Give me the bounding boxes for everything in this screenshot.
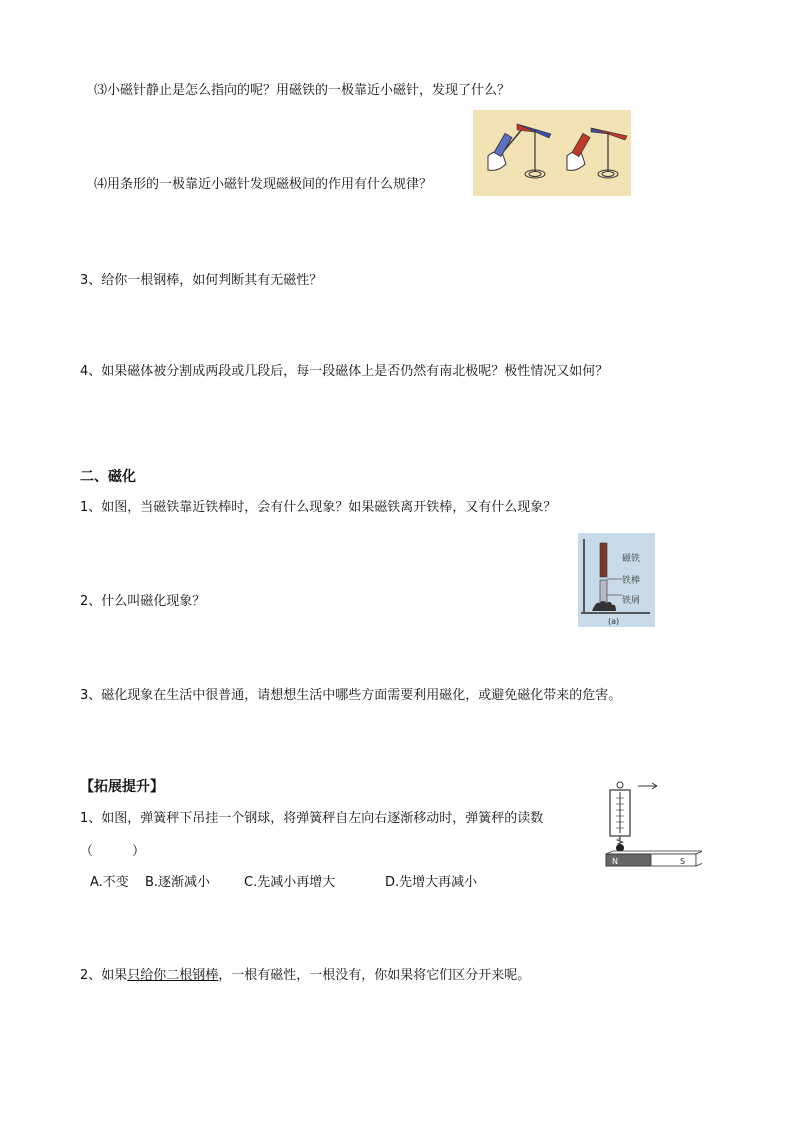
item-2-suffix: ，一根有磁性，一根没有，你如果将它们区分开来呢。 — [218, 968, 531, 983]
extension-item-1: 1、如图，弹簧秤下吊挂一个钢球，将弹簧秤自左向右逐渐移动时，弹簧秤的读数 — [80, 811, 544, 826]
label-magnet: 磁铁 — [622, 554, 641, 564]
pole-s-label: S — [680, 857, 686, 866]
section-magnetization-heading: 二、磁化 — [80, 469, 136, 485]
option-d: D.先增大再减小 — [385, 875, 478, 890]
item-3-steel-rod: 3、给你一根钢棒，如何判断其有无磁性？ — [80, 273, 323, 288]
magnetization-item-1: 1、如图，当磁铁靠近铁棒时，会有什么现象？如果磁铁离开铁棒，又有什么现象？ — [80, 500, 557, 515]
figure-caption: (a) — [608, 617, 620, 626]
extension-item-2 — [80, 967, 530, 985]
item-2-prefix: 2、如果 — [80, 968, 128, 983]
question-4-text: ⑷用条形的一极靠近小磁针发现磁极间的作用有什么规律？ — [94, 177, 433, 192]
spring-scale-figure — [602, 778, 702, 870]
option-c: C.先减小再增大 — [244, 875, 336, 890]
item-2-underlined: 只给你二根钢棒 — [127, 968, 219, 983]
magnetization-item-2: 2、什么叫磁化现象？ — [80, 594, 206, 609]
question-3-text: ⑶小磁针静止是怎么指向的呢？用磁铁的一极靠近小磁针，发现了什么？ — [94, 83, 511, 98]
magnetization-item-3: 3、磁化现象在生活中很普通，请想想生活中哪些方面需要利用磁化，或避免磁化带来的危害。 — [80, 688, 622, 703]
item-4-split-magnet: 4、如果磁体被分割成两段或几段后，每一段磁体上是否仍然有南北极呢？极性情况又如何？ — [80, 364, 609, 379]
compass-needle-figure — [473, 110, 631, 196]
label-iron-rod: 铁棒 — [622, 576, 641, 586]
option-b: B.逐渐减小 — [145, 875, 211, 890]
answer-blank: （ ） — [80, 844, 146, 859]
label-iron-filings: 铁屑 — [622, 596, 641, 606]
pole-n-label: N — [612, 857, 618, 866]
option-a: A.不变 — [90, 875, 129, 890]
extension-heading: 【拓展提升】 — [80, 779, 164, 795]
magnetization-figure — [578, 533, 655, 627]
